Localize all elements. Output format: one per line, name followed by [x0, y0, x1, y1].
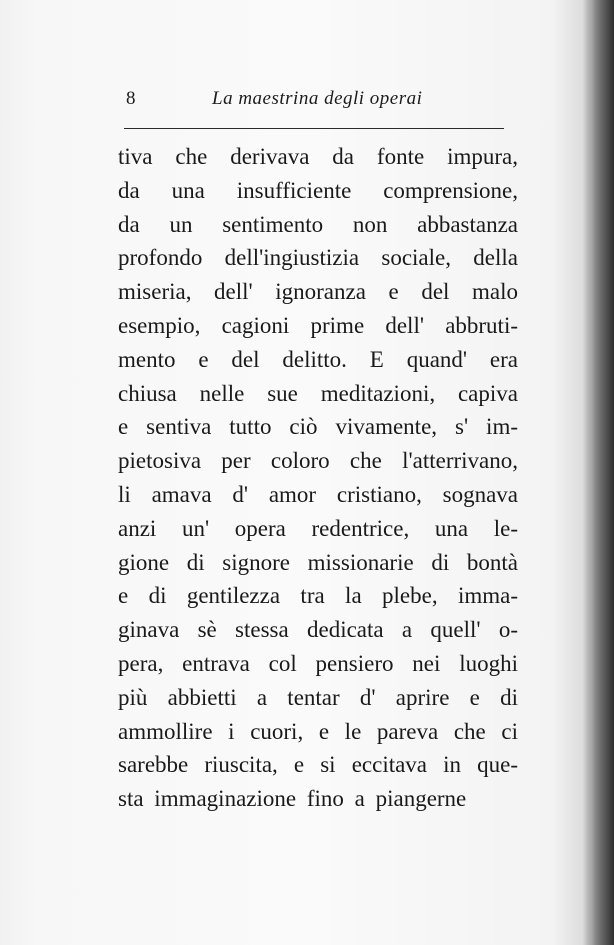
text-line: ginava sè stessa dedicata a quell' o-	[118, 617, 518, 643]
text-line: chiusa nelle sue meditazioni, capiva	[118, 380, 518, 406]
running-title: La maestrina degli operai	[212, 88, 423, 109]
text-line: tiva che derivava da fonte impura,	[118, 144, 518, 169]
text-line: pietosiva per coloro che l'atterrivano,	[118, 448, 518, 474]
text-line: ammollire i cuori, e le pareva che ci	[118, 718, 518, 744]
header-rule	[124, 128, 504, 129]
page-gutter-shadow	[582, 0, 614, 945]
text-line: e sentiva tutto ciò vivamente, s' im-	[118, 414, 518, 440]
text-line: più abbietti a tentar d' aprire e di	[118, 684, 518, 710]
text-line: sarebbe riuscita, e si eccitava in que-	[118, 752, 518, 778]
text-line: esempio, cagioni prime dell' abbruti-	[118, 312, 518, 338]
page-header	[124, 88, 504, 116]
text-line: sta immaginazione fino a piangerne	[118, 786, 467, 812]
text-line: da un sentimento non abbastanza	[118, 211, 518, 237]
text-line: anzi un' opera redentrice, una le-	[118, 515, 518, 541]
text-line: gione di signore missionarie di bontà	[118, 549, 518, 575]
text-line: profondo dell'ingiustizia sociale, della	[118, 245, 518, 271]
body-paragraph	[118, 140, 518, 816]
text-line: da una insufficiente comprensione,	[118, 177, 518, 203]
page-number: 8	[126, 88, 136, 109]
text-line: mento e del delitto. E quand' era	[118, 346, 518, 372]
text-line: pera, entrava col pensiero nei luoghi	[118, 650, 518, 676]
text-line: e di gentilezza tra la plebe, imma-	[118, 583, 518, 609]
text-line: miseria, dell' ignoranza e del malo	[118, 279, 518, 305]
text-line: li amava d' amor cristiano, sognava	[118, 481, 518, 507]
